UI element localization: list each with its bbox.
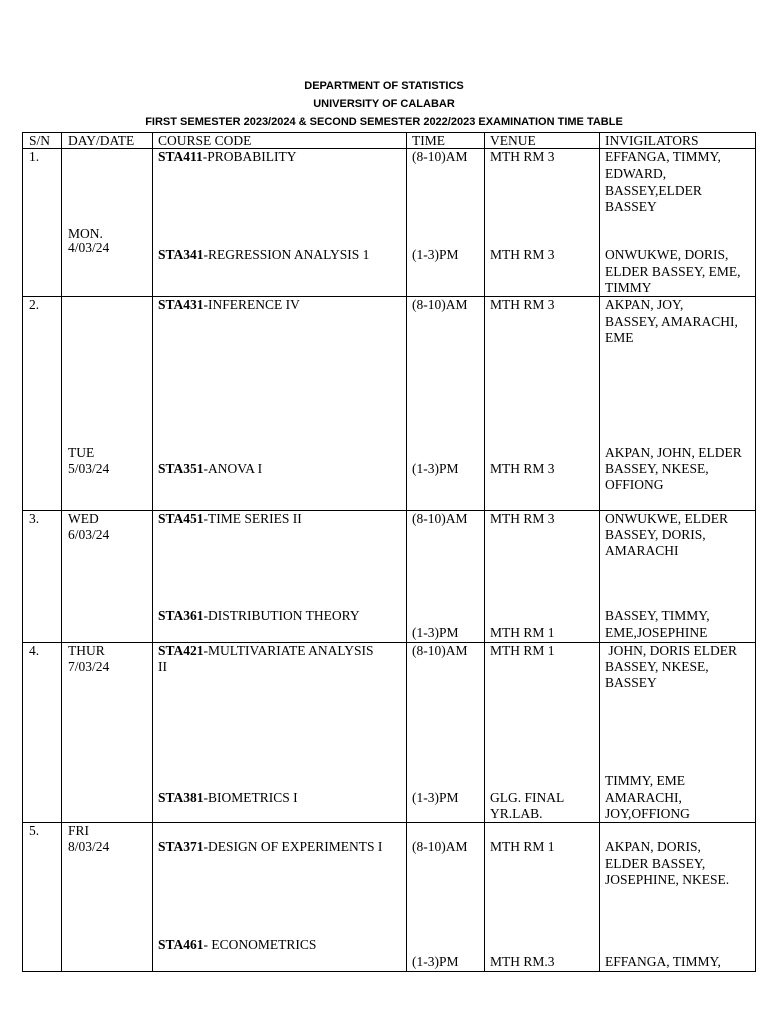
invigilator-line: BASSEY,ELDER [605,183,702,198]
row-serial-number: 4. [29,643,40,658]
exam-time: (8-10)AM [412,511,468,526]
row-day: WED [68,511,99,526]
invigilator-line: BASSEY, TIMMY, [605,608,710,623]
course-entry [158,461,262,478]
course-code: STA431 [158,297,204,312]
exam-venue: MTH RM 3 [490,149,555,164]
grid-line [599,132,600,972]
grid-line [61,132,62,972]
course-code: STA351 [158,461,204,476]
column-header-venue: VENUE [490,133,536,148]
course-entry [158,247,369,264]
invigilator-line: ELDER BASSEY, [605,856,706,871]
grid-line [484,132,485,972]
invigilator-line: ONWUKWE, ELDER [605,511,728,526]
invigilator-line: BASSEY, DORIS, [605,527,706,542]
university-title: UNIVERSITY OF CALABAR [313,98,455,110]
invigilator-line: BASSEY [605,199,657,214]
course-title: -PROBABILITY [202,149,297,164]
course-entry [158,643,374,660]
course-entry [158,511,302,528]
course-title: -BIOMETRICS I [203,790,298,805]
row-serial-number: 5. [29,823,40,838]
course-code: STA381 [158,790,204,805]
exam-venue: MTH RM 3 [490,461,555,476]
exam-venue: MTH RM 1 [490,625,555,640]
row-serial-number: 3. [29,511,40,526]
invigilator-line: ELDER BASSEY, EME, [605,264,741,279]
exam-time: (1-3)PM [412,247,459,262]
invigilator-line: BASSEY [605,675,657,690]
course-title: -DESIGN OF EXPERIMENTS I [203,839,383,854]
course-title: -TIME SERIES II [203,511,302,526]
row-date: 4/03/24 [68,240,110,255]
invigilator-line: BASSEY, NKESE, [605,659,709,674]
course-title: -ANOVA I [203,461,263,476]
course-code: STA411 [158,149,203,164]
course-title: -REGRESSION ANALYSIS 1 [203,247,370,262]
course-title: - ECONOMETRICS [203,937,317,952]
invigilator-line: EFFANGA, TIMMY, [605,149,721,164]
invigilator-line: AMARACHI, [605,790,682,805]
course-entry [158,608,360,625]
course-title-continued: II [158,659,167,674]
invigilator-line: BASSEY, NKESE, [605,461,709,476]
grid-line [152,132,153,972]
grid-line [755,132,756,972]
column-header-time: TIME [412,133,445,148]
invigilator-line: AKPAN, JOHN, ELDER [605,445,742,460]
exam-time: (8-10)AM [412,297,468,312]
grid-line [22,132,23,972]
exam-time: (8-10)AM [412,643,468,658]
timetable-title: FIRST SEMESTER 2023/2024 & SECOND SEMESTER 2022/2023 EXAMINATION TIME TABLE [145,116,623,128]
exam-time: (1-3)PM [412,461,459,476]
exam-time: (8-10)AM [412,839,468,854]
invigilator-line: EME,JOSEPHINE [605,625,708,640]
row-day: MON. [68,226,103,241]
row-date: 6/03/24 [68,527,110,542]
row-day: THUR [68,643,105,658]
invigilator-line: JOHN, DORIS ELDER [605,643,738,658]
course-code: STA371 [158,839,204,854]
invigilator-line: EFFANGA, TIMMY, [605,954,721,969]
row-date: 7/03/24 [68,659,110,674]
course-entry [158,790,298,807]
course-code: STA451 [158,511,204,526]
column-header-day-date: DAY/DATE [68,133,135,148]
column-header-invigilators: INVIGILATORS [605,133,699,148]
invigilator-line: AMARACHI [605,543,679,558]
invigilator-line: AKPAN, JOY, [605,297,684,312]
course-code: STA361 [158,608,204,623]
course-title: -INFERENCE IV [203,297,300,312]
invigilator-line: TIMMY, EME [605,773,686,788]
exam-venue: MTH RM 3 [490,511,555,526]
invigilator-line: AKPAN, DORIS, [605,839,701,854]
exam-venue: GLG. FINAL [490,790,565,805]
course-code: STA461 [158,937,204,952]
column-header-course-code: COURSE CODE [158,133,252,148]
exam-venue: MTH RM 3 [490,247,555,262]
course-entry [158,937,316,954]
exam-time: (1-3)PM [412,790,459,805]
invigilator-line: JOY,OFFIONG [605,806,690,821]
course-title: -MULTIVARIATE ANALYSIS [203,643,374,658]
exam-venue: MTH RM 3 [490,297,555,312]
invigilator-line: BASSEY, AMARACHI, [605,314,738,329]
exam-venue: MTH RM 1 [490,643,555,658]
course-entry [158,839,382,856]
row-date: 8/03/24 [68,839,110,854]
invigilator-line: EDWARD, [605,166,667,181]
course-entry [158,297,300,314]
invigilator-line: OFFIONG [605,477,664,492]
course-entry [158,149,297,166]
exam-venue-continued: YR.LAB. [490,806,543,821]
invigilator-line: TIMMY [605,280,652,295]
exam-time: (1-3)PM [412,625,459,640]
department-title: DEPARTMENT OF STATISTICS [304,80,464,92]
column-header-sn: S/N [29,133,51,148]
exam-time: (8-10)AM [412,149,468,164]
invigilator-line: ONWUKWE, DORIS, [605,247,729,262]
row-day: FRI [68,823,90,838]
exam-venue: MTH RM 1 [490,839,555,854]
grid-line [406,132,407,972]
row-serial-number: 1. [29,149,40,164]
course-title: -DISTRIBUTION THEORY [203,608,360,623]
row-date: 5/03/24 [68,461,110,476]
invigilator-line: JOSEPHINE, NKESE. [605,872,730,887]
course-code: STA341 [158,247,204,262]
row-day: TUE [68,445,95,460]
invigilator-line: EME [605,330,634,345]
course-code: STA421 [158,643,204,658]
exam-time: (1-3)PM [412,954,459,969]
grid-line [22,971,756,972]
exam-venue: MTH RM.3 [490,954,555,969]
row-serial-number: 2. [29,297,40,312]
